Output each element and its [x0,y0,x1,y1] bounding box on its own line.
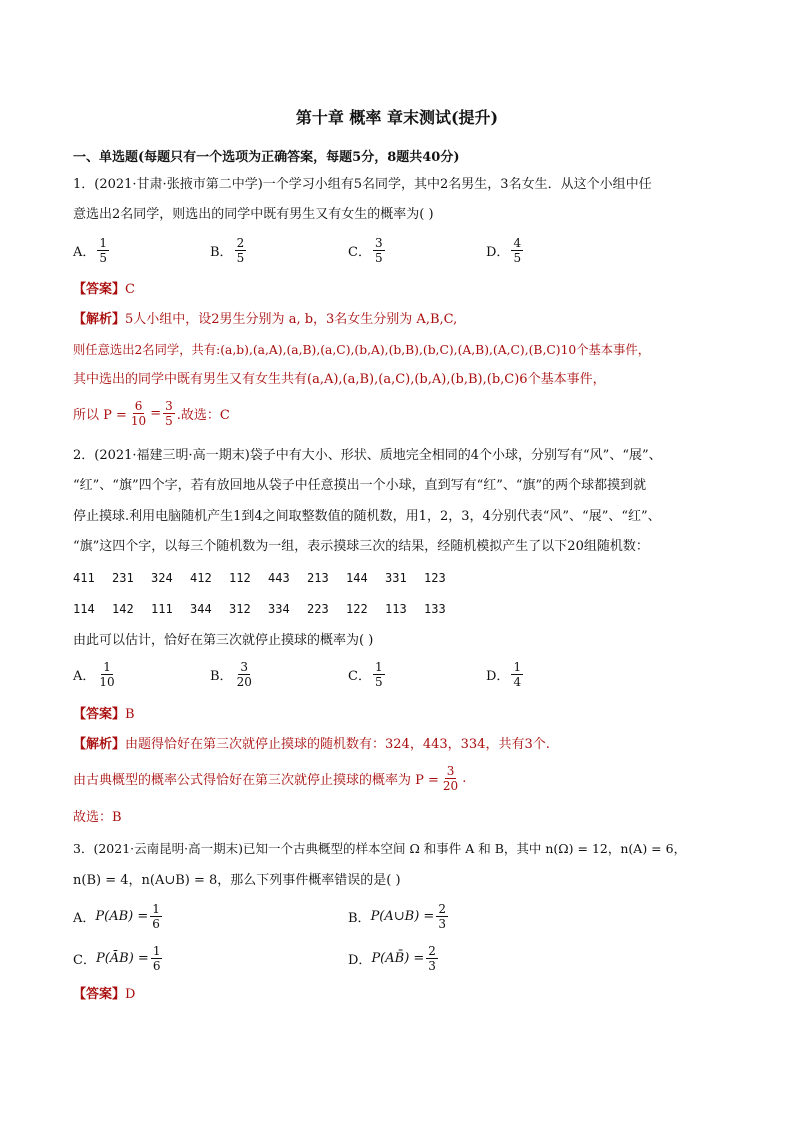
q2-option-a: A． $\frac{1}{10}$ [73,660,115,689]
random-number-row-1: 411 231 324 412 112 443 213 144 331 123 [73,571,446,585]
q2-answer: 【答案】B [73,707,135,722]
q1-answer: 【答案】C [73,282,135,297]
q1-analysis-3: 其中选出的同学中既有男生又有女生共有(a,A),(a,B),(a,C),(b,A),(b,B),(b,C)6个基本事件， [73,372,606,387]
fraction: $\frac{3}{5}$ [374,236,383,265]
q3-text-line1: 3．(2021·云南昆明·高一期末)已知一个古典概型的样本空间 Ω 和事件 A 和 B，其中 n(Ω) = 12，n(A) = 6， [73,841,687,856]
fraction: $\frac{3}{20}$ [236,660,252,689]
q2-analysis-1: 【解析】由题得恰好在第三次就停止摸球的随机数有：324，443，334，共有3个. [73,737,550,752]
fraction: $\frac{1}{5}$ [99,236,108,265]
q1-option-d: D． $\frac{4}{5}$ [486,236,522,265]
page-title: 第十章 概率 章末测试(提升) [295,108,499,127]
q1-text-line2: 意选出2名同学，则选出的同学中既有男生又有女生的概率为( ) [73,207,434,222]
random-number-row-2: 114 142 111 344 312 334 223 122 113 133 [73,602,446,616]
q3-option-c: C． P(ĀB) = $\frac{1}{6}$ [73,944,161,973]
fraction: $\frac{2}{3}$ [428,944,436,973]
q1-option-c: C． $\frac{3}{5}$ [348,236,383,265]
q2-text-line2: “红”、“旗”四个字，若有放回地从袋子中任意摸出一个小球，直到写有“红”、“旗”的两个球都摸到就 [73,478,647,493]
q2-text-line1: 2．(2021·福建三明·高一期末)袋子中有大小、形状、质地完全相同的4个小球，分别写有“风”、“展”、 [73,448,662,463]
fraction: $\frac{1}{6}$ [152,944,161,973]
q3-option-d: D． P(AB̄) = $\frac{2}{3}$ [348,944,436,973]
q2-option-c: C． $\frac{1}{5}$ [348,660,383,689]
q1-option-b: B． $\frac{2}{5}$ [210,236,245,265]
fraction: $\frac{2}{3}$ [438,902,446,931]
section-heading: 一、单选题(每题只有一个选项为正确答案，每题5分，8题共40分) [73,150,460,165]
q1-analysis-1: 【解析】5人小组中，设2男生分别为 a, b，3名女生分别为 A,B,C, [73,312,458,327]
q2-analysis-2: 由古典概型的概率公式得恰好在第三次就停止摸球的概率为 P = $\frac{3}{20}$ . [73,764,467,793]
q3-text-line2: n(B) = 4，n(A∪B) = 8，那么下列事件概率错误的是( ) [73,873,401,888]
fraction: $\frac{2}{5}$ [236,236,245,265]
q1-analysis-4: 所以 P = $\frac{6}{10}$ = $\frac{3}{5}$ .故选：C [73,399,230,428]
q1-text-line1: 1．(2021·甘肃·张掖市第二中学)一个学习小组有5名同学，其中2名男生，3名女生．从这个小组中任 [73,177,652,192]
q2-conclusion: 故选：B [73,810,122,825]
fraction: $\frac{1}{10}$ [99,660,115,689]
q2-text-line5: 由此可以估计，恰好在第三次就停止摸球的概率为( ) [73,633,374,648]
fraction: $\frac{1}{6}$ [152,902,160,931]
fraction: $\frac{6}{10}$ [130,399,147,428]
q1-analysis-2: 则任意选出2名同学，共有:(a,b),(a,A),(a,B),(a,C),(b,A),(b,B),(b,C),(A,B),(A,C),(B,C)10个基本事件， [73,343,650,357]
fraction: $\frac{3}{5}$ [165,399,173,428]
q2-text-line3: 停止摸球.利用电脑随机产生1到4之间取整数值的随机数，用1，2，3，4分别代表“风”、“展”、“红”、 [73,509,661,524]
fraction: $\frac{1}{4}$ [513,660,522,689]
q1-option-a: A． $\frac{1}{5}$ [73,236,108,265]
q3-answer: 【答案】D [73,987,136,1002]
q2-option-d: D． $\frac{1}{4}$ [486,660,522,689]
fraction: $\frac{1}{5}$ [374,660,383,689]
fraction: $\frac{3}{20}$ [442,764,459,793]
fraction: $\frac{4}{5}$ [513,236,522,265]
q3-option-b: B． P(A∪B) = $\frac{2}{3}$ [348,902,446,931]
q2-text-line4: “旗”这四个字，以每三个随机数为一组，表示摸球三次的结果，经随机模拟产生了以下20组随机数： [73,539,649,554]
q2-option-b: B． $\frac{3}{20}$ [210,660,252,689]
q3-option-a: A． P(AB) = $\frac{1}{6}$ [73,902,160,931]
